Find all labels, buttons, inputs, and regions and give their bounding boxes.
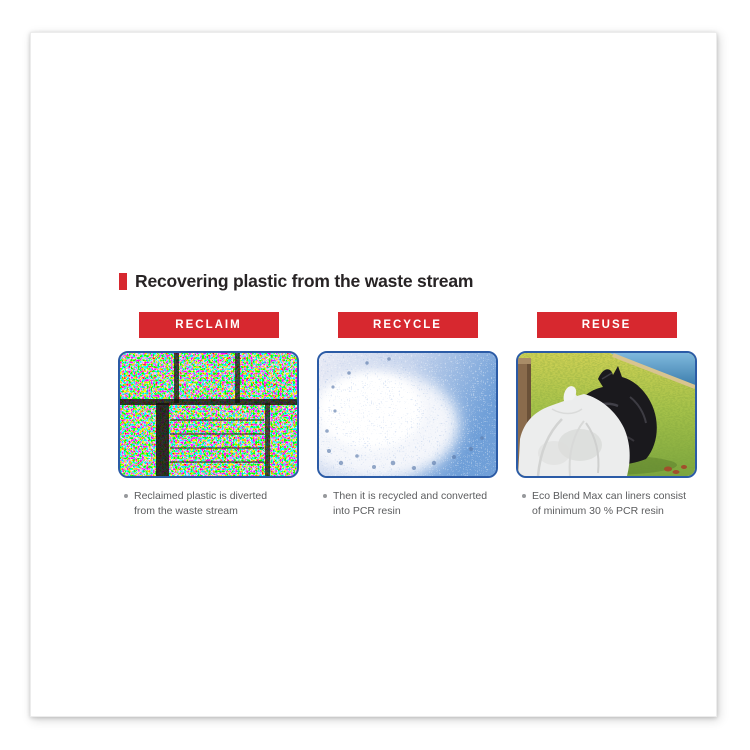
red-square-bullet [119,273,127,290]
caption-line: Then it is recycled and converted [333,490,488,502]
column-recycle [317,312,498,518]
caption-line: of minimum 30 % PCR resin [532,504,664,517]
reuse-caption-text [532,489,686,518]
reclaim-photo [118,351,299,478]
reuse-photo [516,351,697,478]
bullet-dot [323,494,327,498]
recycle-caption-text [333,489,487,518]
reclaimed-plastic-bales-illustration [120,353,297,476]
column-reuse [516,312,697,518]
section-title-row [119,271,473,292]
bullet-dot [124,494,128,498]
caption-line: Reclaimed plastic is diverted [134,490,268,502]
caption-line: from the waste stream [134,504,238,517]
reuse-caption [516,489,697,518]
caption-line: Eco Blend Max can liners consist [532,490,687,502]
recycle-header-banner: RECYCLE [338,312,478,338]
reclaim-header-banner: RECLAIM [139,312,279,338]
reclaim-caption-text [134,489,267,518]
reuse-header-banner: REUSE [537,312,677,338]
page-title: Recovering plastic from the waste stream [135,271,474,291]
reclaim-caption [118,489,299,518]
recycle-photo [317,351,498,478]
bullet-dot [522,494,526,498]
column-reclaim [118,312,299,518]
process-columns [118,312,697,518]
caption-line: into PCR resin [333,504,401,517]
can-liners-on-grass-illustration [518,353,695,476]
pcr-resin-pellets-illustration [319,353,496,476]
page-card [30,32,717,717]
recycle-caption [317,489,498,518]
